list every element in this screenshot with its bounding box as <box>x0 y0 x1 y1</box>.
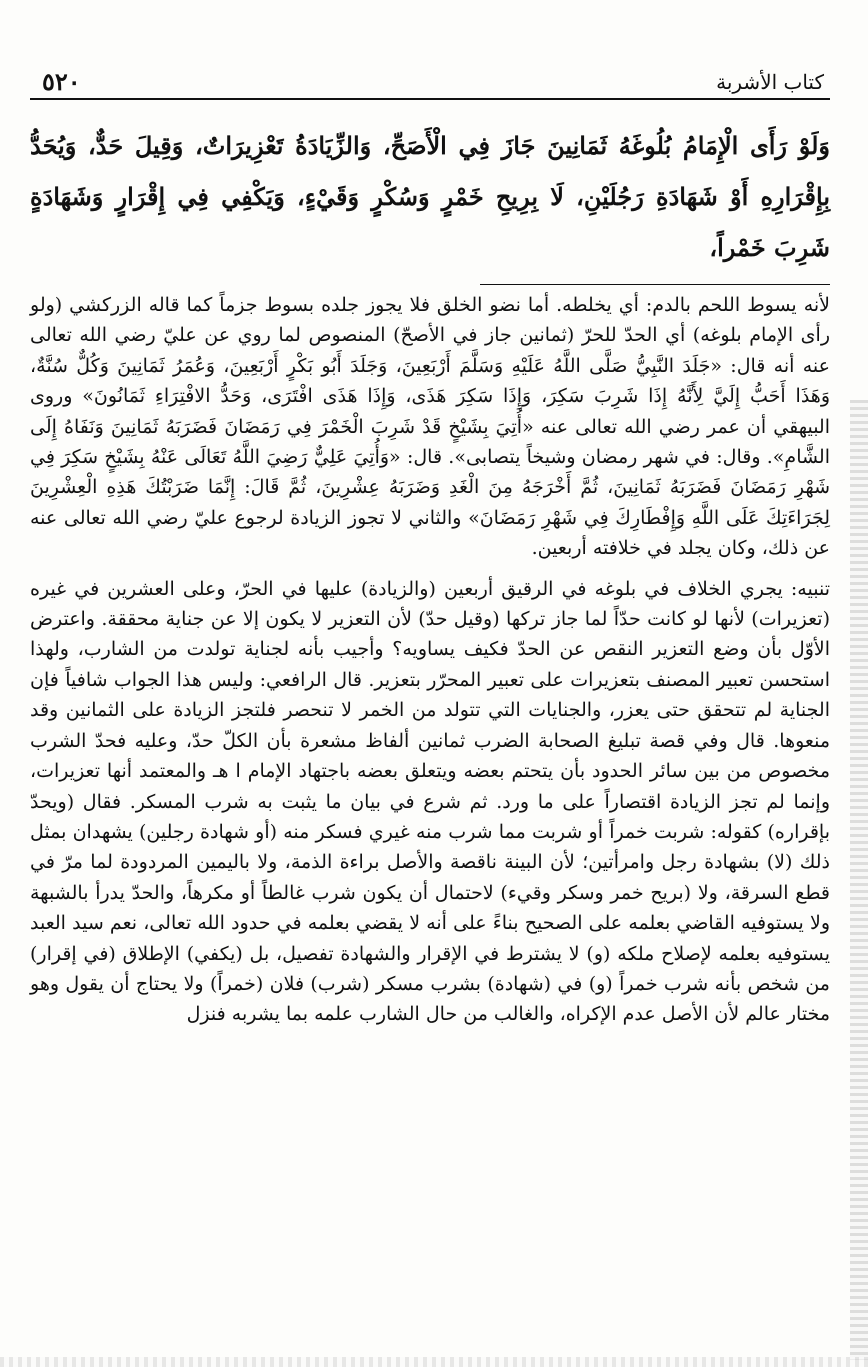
page-header <box>30 58 830 100</box>
bottom-edge-scan-artifact <box>0 1357 868 1367</box>
main-text: وَلَوْ رَأَى الْإِمَامُ بُلُوغَهُ ثَمَانِينَ جَازَ فِي الْأَصَحِّ، وَالزِّيَادَةُ تَعْزِيرَاتٌ، وَقِيلَ حَدٌّ، وَيُحَدُّ بِإِقْرَارِهِ أَوْ شَهَادَةِ رَجُلَيْنِ، لَا بِرِيحِ خَمْرٍ وَسُكْرٍ وَقَيْءٍ، وَيَكْفِي فِي إِقْرَارٍ وَشَهَادَةٍ شَرِبَ خَمْراً، <box>30 131 830 262</box>
commentary-paragraph-2: تنبيه: يجري الخلاف في بلوغه في الرقيق أربعين (والزيادة) عليها في الحرّ، وعلى العشرين في غيره (تعزيرات) لأنها لو كانت حدّاً لما جاز تركها (وقيل حدّ) لأن التعزير لا يكون إلا عن جناية محققة. واعترض الأوّل بأن وضع التعزير النقص عن الحدّ فكيف يساويه؟ وأجيب بأنه لجناية تولدت من الشارب، ولهذا استحسن تعبير المصنف بتعزيرات على تعبير المحرّر بتعزير. قال الرافعي: وليس هذا الجواب شافياً فإن الجناية لم تتحقق حتى يعزر، والجنايات التي تتولد من الخمر لا تنحصر فلتجز الزيادة على الثمانين وقد منعوها. قال وفي قصة تبليغ الصحابة الضرب ثمانين ألفاظ مشعرة بأن الكلّ حدّ، وعليه فحدّ الشرب مخصوص من بين سائر الحدود بأن يتحتم بعضه ويتعلق بعضه باجتهاد الإمام ا هـ والمعتمد أنها تعزيرات، وإنما لم تجز الزيادة اقتصاراً على ما ورد. ثم شرع في بيان ما يثبت به شرب المسكر. فقال (ويحدّ بإقراره) كقوله: شربت خمراً أو شربت مما شرب منه غيري فسكر منه (أو شهادة رجلين) يشهدان بمثل ذلك (لا) بشهادة رجل وامرأتين؛ لأن البينة ناقصة والأصل براءة الذمة، ولا باليمين المردودة لما مرّ في قطع السرقة، ولا (بريح خمر وسكر وقيء) لاحتمال أن يكون شرب غالطاً أو مكرهاً، والحدّ يدرأ بالشبهة ولا يستوفيه القاضي بعلمه على الصحيح بناءً على أنه لا يقضي بعلمه في حدود الله تعالى، نعم سيد العبد يستوفيه بعلمه لإصلاح ملكه (و) لا يشترط في الإقرار والشهادة تفصيل، بل (يكفي) الإطلاق (في إقرار) من شخص بأنه شرب خمراً (و) في (شهادة) بشرب مسكر (شرب) فلان (خمراً) ولا يحتاج أن يقول وهو مختار عالم لأن الأصل عدم الإكراه، والغالب من حال الشارب علمه بما يشربه فنزل <box>30 577 830 1026</box>
page-edge-scan-artifact <box>850 400 868 1360</box>
commentary <box>30 290 830 1030</box>
separator-line <box>480 284 830 285</box>
page-number: ٥٢٠ <box>42 67 81 96</box>
running-title: كتاب الأشربة <box>716 70 824 94</box>
commentary-paragraph-1: لأنه يسوط اللحم بالدم: أي يخلطه. أما نضو الخلق فلا يجوز جلده بسوط جزماً كما قاله الزركشي (ولو رأى الإمام بلوغه) أي الحدّ للحرّ (ثمانين جاز في الأصحّ) المنصوص لما روي عن عليّ رضي الله تعالى عنه أنه قال: «جَلَدَ النَّبِيُّ صَلَّى اللَّهُ عَلَيْهِ وَسَلَّمَ أَرْبَعِينَ، وَجَلَدَ أَبُو بَكْرٍ أَرْبَعِينَ، وَعُمَرُ ثَمَانِينَ وَكُلٌّ سُنَّةٌ، وَهَذَا أَحَبُّ إِلَيَّ لِأَنَّهُ إِذَا شَرِبَ سَكِرَ، وَإِذَا سَكِرَ هَذَى، وَإِذَا هَذَى افْتَرَى، وَحَدُّ الافْتِرَاءِ ثَمَانُونَ» وروى البيهقي أن عمر رضي الله تعالى عنه «أُتِيَ بِشَيْخٍ قَدْ شَرِبَ الْخَمْرَ فِي رَمَضَانَ فَضَرَبَهُ ثَمَانِينَ وَنَفَاهُ إِلَى الشَّامِ». وقال: في شهر رمضان وشيخاً يتصابى». قال: «وَأُتِيَ عَلِيٌّ رَضِيَ اللَّهُ تَعَالَى عَنْهُ بِشَيْخٍ سَكِرَ فِي شَهْرِ رَمَضَانَ فَضَرَبَهُ ثَمَانِينَ، ثُمَّ أَخْرَجَهُ مِنَ الْغَدِ وَضَرَبَهُ عِشْرِينَ، ثُمَّ قَالَ: إِنَّمَا ضَرَبْتُكَ هَذِهِ الْعِشْرِينَ لِجَرَاءَتِكَ عَلَى اللَّهِ وَإِفْطَارِكَ فِي شَهْرِ رَمَضَانَ» والثاني لا تجوز الزيادة لرجوع عليّ رضي الله تعالى عنه عن ذلك، وكان يجلد في خلافته أربعين. <box>30 294 830 560</box>
